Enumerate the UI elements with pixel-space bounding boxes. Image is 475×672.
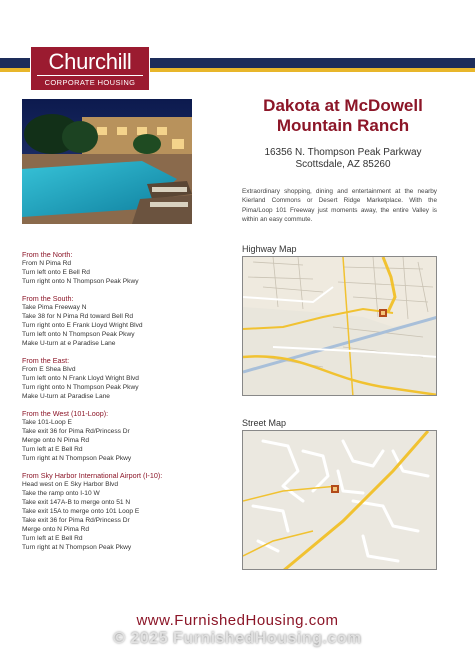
churchill-logo: [30, 46, 150, 91]
highway-map[interactable]: [242, 256, 437, 396]
property-title-line2: Mountain Ranch: [276, 116, 410, 135]
direction-heading: From the West (101-Loop):: [22, 409, 109, 418]
logo-divider: [37, 75, 143, 76]
logo-tagline: CORPORATE HOUSING: [44, 78, 136, 87]
address-street: 16356 N. Thompson Peak Parkway: [264, 147, 422, 158]
direction-step: From E Shea Blvd: [22, 366, 76, 373]
property-title-line1: Dakota at McDowell: [263, 96, 423, 115]
direction-step: Take exit 15A to merge onto 101 Loop E: [22, 508, 140, 515]
highway-map-label: Highway Map: [242, 244, 297, 254]
direction-step: Take exit 36 for Pima Rd/Princess Dr: [22, 517, 130, 524]
direction-step: Take Pima Freeway N: [22, 304, 87, 311]
direction-step: Turn right onto N Thompson Peak Pkwy: [22, 384, 139, 391]
driving-directions: [22, 250, 232, 560]
property-photo: [22, 99, 192, 224]
direction-step: Take 101-Loop E: [22, 419, 72, 426]
direction-step: Turn left at E Bell Rd: [22, 535, 83, 542]
direction-step: Take the ramp onto I-10 W: [22, 490, 100, 497]
footer-url[interactable]: www.FurnishedHousing.com: [136, 612, 339, 629]
direction-step: Make U-turn at Paradise Lane: [22, 393, 110, 400]
logo-name: Churchill: [48, 49, 132, 74]
direction-step: Turn right at N Thompson Peak Pkwy: [22, 544, 132, 551]
direction-heading: From Sky Harbor International Airport (I-10):: [22, 471, 163, 480]
direction-step: Turn left onto N Frank Lloyd Wright Blvd: [22, 375, 139, 382]
direction-step: Make U-turn at e Paradise Lane: [22, 340, 116, 347]
direction-step: From N Pima Rd: [22, 260, 72, 267]
direction-step: Turn left onto N Thompson Peak Pkwy: [22, 331, 135, 338]
property-description: Extraordinary shopping, dining and entertainment at the nearby Kierland Commons or Desert Ridge Marketplace. With the Pima/Loop 101 Freeway just moments away, the entire Valley is within an easy commute.: [242, 188, 437, 223]
direction-step: Turn right at N Thompson Peak Pkwy: [22, 455, 132, 462]
direction-section: [22, 250, 232, 286]
direction-step: Take 38 for N Pima Rd toward Bell Rd: [22, 313, 134, 320]
address-city: Scottsdale, AZ 85260: [295, 159, 391, 170]
direction-step: Turn right onto E Frank Lloyd Wright Blvd: [22, 322, 143, 329]
direction-step: Turn left onto E Bell Rd: [22, 269, 90, 276]
street-map[interactable]: [242, 430, 437, 570]
direction-section: [22, 356, 232, 401]
direction-heading: From the North:: [22, 250, 73, 259]
direction-step: Head west on E Sky Harbor Blvd: [22, 481, 119, 488]
direction-section: [22, 294, 232, 348]
direction-section: [22, 471, 232, 552]
direction-step: Take exit 147A-B to merge onto 51 N: [22, 499, 131, 506]
direction-step: Turn left at E Bell Rd: [22, 446, 83, 453]
copyright-watermark: © 2025 FurnishedHousing.com: [113, 630, 362, 647]
direction-step: Merge onto N Pima Rd: [22, 526, 90, 533]
direction-heading: From the South:: [22, 294, 74, 303]
direction-heading: From the East:: [22, 356, 70, 365]
direction-step: Turn right onto N Thompson Peak Pkwy: [22, 278, 139, 285]
direction-section: [22, 409, 232, 463]
street-map-label: Street Map: [242, 418, 287, 428]
direction-step: Merge onto N Pima Rd: [22, 437, 90, 444]
property-title: [238, 96, 448, 136]
direction-step: Take exit 36 for Pima Rd/Princess Dr: [22, 428, 130, 435]
property-address: [238, 147, 448, 171]
